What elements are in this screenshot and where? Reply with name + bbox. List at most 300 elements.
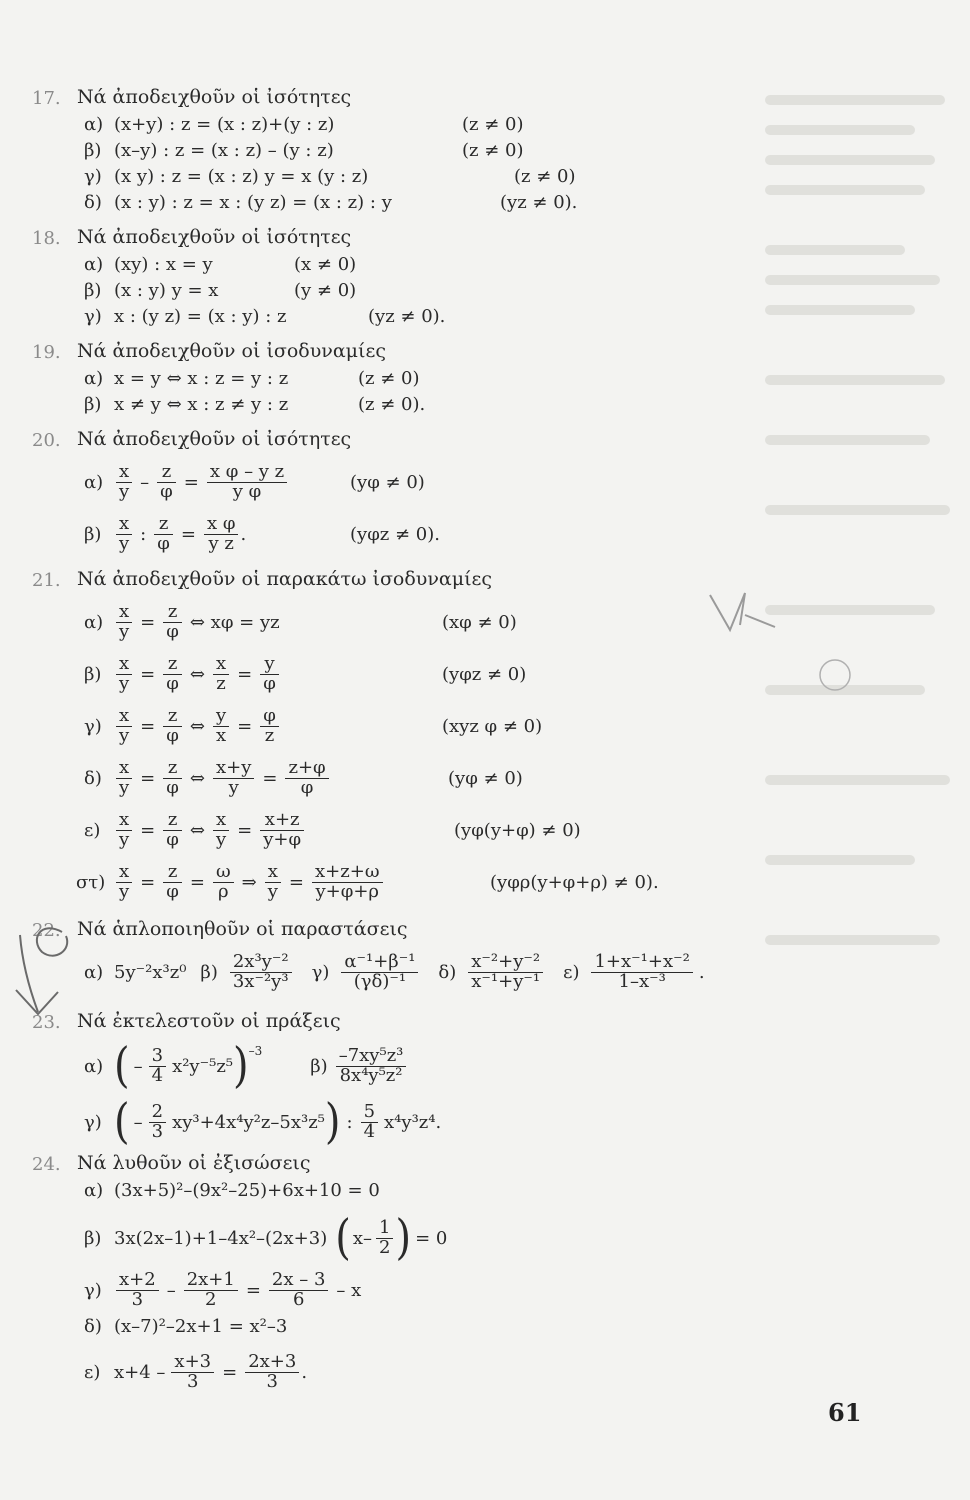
denominator: y	[213, 830, 229, 850]
item-expression	[114, 856, 385, 908]
expression: = 0	[415, 1227, 448, 1249]
item-condition: (y ≠ 0)	[294, 280, 357, 301]
item-expression: x = y ⇔ x : z = y : z	[114, 368, 289, 389]
fraction	[157, 460, 176, 502]
denominator: 6	[269, 1290, 329, 1310]
operator: =	[237, 715, 253, 737]
fraction	[207, 460, 287, 502]
left-paren: (	[114, 1038, 130, 1094]
item-label: α)	[84, 368, 104, 389]
item-row	[32, 804, 792, 856]
expression: x+4 –	[114, 1361, 166, 1383]
expression: 5y⁻²x³z⁰	[114, 961, 187, 983]
denominator: y z	[204, 534, 238, 554]
denominator: y+φ+ρ	[312, 882, 382, 902]
numerator: x	[215, 652, 227, 674]
operator: ⇒	[241, 871, 257, 893]
item-row	[32, 596, 792, 648]
denominator: 3	[116, 1290, 159, 1310]
operator: =	[288, 871, 305, 893]
expression: x⁴y³z⁴.	[384, 1111, 442, 1133]
punctuation: .	[301, 1361, 308, 1383]
item-label: α)	[84, 254, 104, 275]
item-expression: (xy) : x = y	[114, 254, 213, 275]
numerator: x	[119, 756, 130, 778]
numerator: 5	[363, 1100, 376, 1122]
denominator: y+φ	[260, 830, 304, 850]
denominator: y	[116, 830, 132, 850]
denominator: z	[213, 674, 229, 694]
item-label: γ)	[311, 961, 330, 983]
item-label: β)	[84, 524, 102, 545]
exercise-17	[32, 84, 792, 218]
denominator: (γδ)⁻¹	[341, 972, 418, 992]
exercise-20	[32, 426, 792, 560]
item-condition: (yφ(y+φ) ≠ 0)	[454, 820, 581, 841]
item-label: β)	[310, 1055, 328, 1077]
operator: =	[140, 611, 156, 633]
item-row	[32, 752, 792, 804]
item-condition: (yφ ≠ 0)	[350, 472, 425, 493]
item-expression	[114, 1346, 307, 1398]
fraction	[361, 1100, 378, 1142]
item-condition: (z ≠ 0)	[462, 114, 524, 135]
operator: =	[245, 1279, 261, 1301]
denominator: φ	[163, 830, 182, 850]
item-label: β)	[84, 664, 102, 685]
numerator: x	[119, 600, 130, 622]
numerator: z	[167, 652, 178, 674]
fraction	[149, 1044, 166, 1086]
denominator: y	[116, 674, 132, 694]
item-row	[32, 700, 792, 752]
left-paren: (	[114, 1094, 130, 1150]
fraction	[163, 808, 182, 850]
fraction	[116, 600, 132, 642]
pencil-scribble-icon	[700, 585, 780, 645]
operator: =	[222, 1361, 238, 1383]
item-label: α)	[84, 114, 104, 135]
fraction	[265, 860, 281, 902]
fraction	[116, 704, 132, 746]
numerator: ω	[215, 860, 231, 882]
fraction	[171, 1350, 214, 1392]
item-expression	[114, 1038, 408, 1094]
fraction	[204, 512, 238, 554]
item-row	[32, 114, 792, 140]
item-condition: (yφρ(y+φ+ρ) ≠ 0).	[490, 872, 659, 893]
item-expression: (x–7)²–2x+1 = x²–3	[114, 1316, 288, 1337]
item-label: δ)	[84, 768, 102, 789]
denominator: 2	[376, 1238, 393, 1258]
exercise-number: 18.	[32, 228, 61, 249]
left-paren: (	[335, 1210, 351, 1266]
operator: =	[237, 663, 253, 685]
exercise-number: 19.	[32, 342, 61, 363]
numerator: x+y	[215, 756, 252, 778]
item-row	[32, 1038, 792, 1094]
operator: =	[183, 471, 199, 493]
item-condition: (yφz ≠ 0)	[442, 664, 527, 685]
punctuation: .	[240, 523, 247, 545]
numerator: α⁻¹+β⁻¹	[344, 950, 416, 972]
exercise-22	[32, 916, 792, 998]
item-label: δ)	[84, 1316, 102, 1337]
handwritten-mark-icon	[0, 900, 120, 1040]
denominator: z	[260, 726, 279, 746]
item-label: ε)	[84, 820, 101, 841]
denominator: φ	[157, 482, 176, 502]
fraction	[163, 860, 182, 902]
fraction	[116, 512, 132, 554]
denominator: 4	[361, 1122, 378, 1142]
fraction	[269, 1268, 329, 1310]
fraction	[341, 950, 418, 992]
denominator: x⁻¹+y⁻¹	[468, 972, 543, 992]
item-label: β)	[84, 140, 102, 161]
denominator: y φ	[207, 482, 287, 502]
item-label: γ)	[84, 1280, 102, 1301]
numerator: φ	[263, 704, 276, 726]
fraction	[149, 1100, 166, 1142]
item-expression: (3x+5)²–(9x²–25)+6x+10 = 0	[114, 1180, 380, 1201]
item-label: α)	[84, 1180, 104, 1201]
expression: 3x(2x–1)+1–4x²–(2x+3)	[114, 1227, 328, 1249]
fraction	[163, 756, 182, 798]
item-row	[32, 394, 792, 420]
expression: x²y⁻⁵z⁵	[172, 1055, 234, 1077]
exercise-instruction: Νά ἐκτελεστοῦν οἱ πράξεις	[77, 1010, 341, 1032]
operator: ⇔	[189, 663, 205, 685]
right-paren: )	[233, 1038, 249, 1094]
operator: :	[140, 523, 147, 545]
expression: x–	[352, 1227, 373, 1249]
denominator: 3	[245, 1372, 299, 1392]
fraction	[245, 1350, 299, 1392]
fraction	[163, 704, 182, 746]
numerator: x+2	[119, 1268, 156, 1290]
operator: =	[140, 819, 156, 841]
item-row	[32, 1264, 792, 1316]
item-expression	[114, 1094, 441, 1150]
item-condition: (yφz ≠ 0).	[350, 524, 440, 545]
operator: –	[166, 1279, 176, 1301]
exercise-instruction: Νά ἁπλοποιηθοῦν οἱ παραστάσεις	[77, 918, 408, 940]
fraction	[116, 652, 132, 694]
item-row	[32, 1316, 792, 1346]
item-row	[32, 368, 792, 394]
denominator: φ	[163, 778, 182, 798]
exercise-number: 23.	[32, 1012, 61, 1033]
item-expression	[114, 596, 286, 648]
item-label: ε)	[84, 1362, 101, 1383]
denominator: y	[116, 534, 132, 554]
numerator: 2	[151, 1100, 164, 1122]
exercise-21	[32, 566, 792, 908]
item-expression	[114, 1264, 361, 1316]
denominator: y	[116, 622, 132, 642]
fraction	[116, 460, 132, 502]
denominator: y	[116, 882, 132, 902]
fraction	[116, 860, 132, 902]
fraction	[116, 756, 132, 798]
exercise-number: 21.	[32, 570, 61, 591]
item-row	[32, 648, 792, 700]
numerator: x	[119, 512, 130, 534]
item-condition: (z ≠ 0)	[358, 368, 420, 389]
item-row	[32, 946, 792, 998]
operator: =	[140, 715, 156, 737]
expression: – x	[336, 1279, 362, 1301]
exercise-number: 17.	[32, 88, 61, 109]
denominator: 4	[149, 1066, 166, 1086]
fraction	[184, 1268, 238, 1310]
denominator: y	[213, 778, 254, 798]
item-row	[32, 280, 792, 306]
fraction	[213, 756, 254, 798]
fraction	[213, 652, 229, 694]
numerator: x	[119, 460, 130, 482]
item-expression: (x y) : z = (x : z) y = x (y : z)	[114, 166, 369, 187]
item-row	[32, 1180, 792, 1212]
denominator: x	[213, 726, 229, 746]
denominator: 3	[149, 1122, 166, 1142]
exercise-instruction: Νά ἀποδειχθοῦν οἱ ἰσότητες	[77, 226, 352, 248]
denominator: y	[265, 882, 281, 902]
numerator: 2x+1	[186, 1268, 235, 1290]
denominator: φ	[163, 726, 182, 746]
denominator: φ	[285, 778, 328, 798]
fraction	[230, 950, 292, 992]
fraction	[163, 600, 182, 642]
operator: =	[140, 663, 156, 685]
exercise-23	[32, 1008, 792, 1150]
item-label: α)	[84, 612, 104, 633]
numerator: x⁻²+y⁻²	[471, 950, 541, 972]
fraction	[116, 808, 132, 850]
item-label: β)	[84, 280, 102, 301]
item-row	[32, 306, 792, 332]
denominator: φ	[163, 622, 182, 642]
numerator: x	[215, 808, 227, 830]
item-row	[32, 254, 792, 280]
item-row	[32, 166, 792, 192]
item-label: γ)	[84, 1112, 102, 1133]
fraction	[336, 1044, 407, 1086]
item-label: δ)	[438, 961, 457, 983]
fraction	[468, 950, 543, 992]
denominator: φ	[163, 674, 182, 694]
item-label: α)	[84, 962, 104, 983]
fraction	[213, 704, 229, 746]
fraction	[163, 652, 182, 694]
denominator: ρ	[213, 882, 234, 902]
exercise-instruction: Νά ἀποδειχθοῦν οἱ ἰσότητες	[77, 428, 352, 450]
operator: =	[140, 767, 156, 789]
expression: xy³+4x⁴y²z–5x³z⁵	[172, 1111, 325, 1133]
denominator: 8x⁴y⁵z²	[336, 1066, 407, 1086]
item-row	[32, 1212, 792, 1264]
exercise-instruction: Νά ἀποδειχθοῦν οἱ ἰσότητες	[77, 86, 352, 108]
operator: ⇔	[189, 819, 205, 841]
fraction	[285, 756, 328, 798]
fraction	[376, 1216, 393, 1258]
denominator: 3	[171, 1372, 214, 1392]
numerator: z	[158, 512, 169, 534]
numerator: 2x+3	[248, 1350, 297, 1372]
numerator: z	[167, 860, 178, 882]
page-number: 61	[828, 1398, 862, 1427]
numerator: x+z+ω	[315, 860, 380, 882]
numerator: y	[215, 704, 227, 726]
operator: =	[180, 523, 196, 545]
numerator: x	[119, 860, 130, 882]
exercise-number: 22.	[32, 920, 61, 941]
item-label: α)	[84, 1056, 104, 1077]
operator: ⇔	[189, 715, 205, 737]
item-condition: (xφ ≠ 0)	[442, 612, 517, 633]
operator: =	[140, 871, 156, 893]
item-condition: (yz ≠ 0).	[500, 192, 578, 213]
numerator: x+z	[264, 808, 300, 830]
exercise-instruction: Νά ἀποδειχθοῦν οἱ ἰσοδυναμίες	[77, 340, 386, 362]
numerator: x	[119, 808, 130, 830]
numerator: 1	[379, 1216, 391, 1238]
punctuation: .	[698, 961, 705, 983]
denominator: y	[116, 778, 132, 798]
item-row	[32, 140, 792, 166]
item-expression: (x : y) y = x	[114, 280, 219, 301]
item-label: γ)	[84, 716, 102, 737]
exercise-instruction: Νά ἀποδειχθοῦν οἱ παρακάτω ἰσοδυναμίες	[77, 568, 493, 590]
exercise-number: 24.	[32, 1154, 61, 1175]
numerator: –7xy⁵z³	[338, 1044, 404, 1066]
fraction	[260, 652, 279, 694]
operator: =	[262, 767, 278, 789]
fraction	[213, 860, 234, 902]
numerator: x φ – y z	[209, 460, 285, 482]
item-expression	[114, 648, 281, 700]
item-label: γ)	[84, 306, 102, 327]
numerator: x	[267, 860, 278, 882]
item-expression	[114, 700, 281, 752]
item-label: β)	[84, 1228, 102, 1249]
item-label: δ)	[84, 192, 102, 213]
item-row	[32, 1346, 792, 1398]
exercise-instruction: Νά λυθοῦν οἱ ἐξισώσεις	[77, 1152, 311, 1174]
numerator: 1+x⁻¹+x⁻²	[594, 950, 690, 972]
item-label: α)	[84, 472, 104, 493]
numerator: 2x – 3	[271, 1268, 326, 1290]
item-label: β)	[84, 394, 102, 415]
operator: ⇔	[189, 767, 205, 789]
item-label: ε)	[563, 961, 580, 983]
denominator: y	[116, 482, 132, 502]
item-row	[32, 508, 792, 560]
item-label: στ)	[76, 872, 106, 893]
item-label: β)	[200, 961, 218, 983]
exponent: –3	[248, 1044, 263, 1058]
item-row	[32, 1094, 792, 1150]
numerator: z	[167, 600, 178, 622]
item-expression	[114, 1212, 447, 1264]
item-expression	[114, 804, 306, 856]
item-row	[32, 856, 792, 908]
numerator: 2x³y⁻²	[232, 950, 289, 972]
numerator: x φ	[206, 512, 236, 534]
equivalence-rhs: ⇔ xφ = yz	[189, 611, 280, 633]
right-paren: )	[324, 1094, 341, 1150]
operator: =	[237, 819, 253, 841]
numerator: z	[167, 704, 178, 726]
operator: –	[133, 1055, 143, 1077]
item-condition: (x ≠ 0)	[294, 254, 357, 275]
denominator: 3x⁻²y³	[230, 972, 292, 992]
item-expression	[114, 946, 705, 998]
item-expression: x ≠ y ⇔ x : z ≠ y : z	[114, 394, 289, 415]
numerator: z+φ	[288, 756, 326, 778]
fraction	[260, 808, 304, 850]
item-expression: (x : y) : z = x : (y z) = (x : z) : y	[114, 192, 392, 213]
right-paren: )	[395, 1210, 412, 1266]
fraction	[312, 860, 382, 902]
fraction	[116, 1268, 159, 1310]
item-expression	[114, 456, 289, 508]
item-expression: x : (y z) = (x : y) : z	[114, 306, 287, 327]
numerator: z	[161, 460, 172, 482]
numerator: x+3	[174, 1350, 212, 1372]
fraction	[213, 808, 229, 850]
exercise-18	[32, 224, 792, 332]
item-expression: (x–y) : z = (x : z) – (y : z)	[114, 140, 334, 161]
denominator: 1–x⁻³	[591, 972, 692, 992]
item-condition: (z ≠ 0)	[514, 166, 576, 187]
item-row	[32, 192, 792, 218]
item-label: γ)	[84, 166, 102, 187]
numerator: z	[167, 808, 178, 830]
item-row	[32, 456, 792, 508]
denominator: φ	[154, 534, 173, 554]
item-expression	[114, 508, 246, 560]
operator: =	[189, 871, 205, 893]
fraction	[591, 950, 692, 992]
numerator: x	[119, 704, 130, 726]
circled-mark-icon	[815, 655, 855, 695]
fraction	[154, 512, 173, 554]
numerator: 3	[151, 1044, 164, 1066]
denominator: φ	[163, 882, 182, 902]
item-condition: (yφ ≠ 0)	[448, 768, 523, 789]
fraction	[260, 704, 279, 746]
numerator: y	[264, 652, 275, 674]
exercise-19	[32, 338, 792, 420]
item-expression: (x+y) : z = (x : z)+(y : z)	[114, 114, 335, 135]
item-condition: (xyz φ ≠ 0)	[442, 716, 543, 737]
item-condition: (z ≠ 0).	[358, 394, 426, 415]
denominator: φ	[260, 674, 279, 694]
numerator: z	[167, 756, 178, 778]
exercise-24	[32, 1150, 792, 1398]
item-condition: (yz ≠ 0).	[368, 306, 446, 327]
operator: –	[133, 1111, 143, 1133]
item-condition: (z ≠ 0)	[462, 140, 524, 161]
numerator: x	[119, 652, 130, 674]
denominator: y	[116, 726, 132, 746]
item-expression	[114, 752, 331, 804]
operator: –	[140, 471, 150, 493]
operator: :	[346, 1111, 353, 1133]
exercise-number: 20.	[32, 430, 61, 451]
